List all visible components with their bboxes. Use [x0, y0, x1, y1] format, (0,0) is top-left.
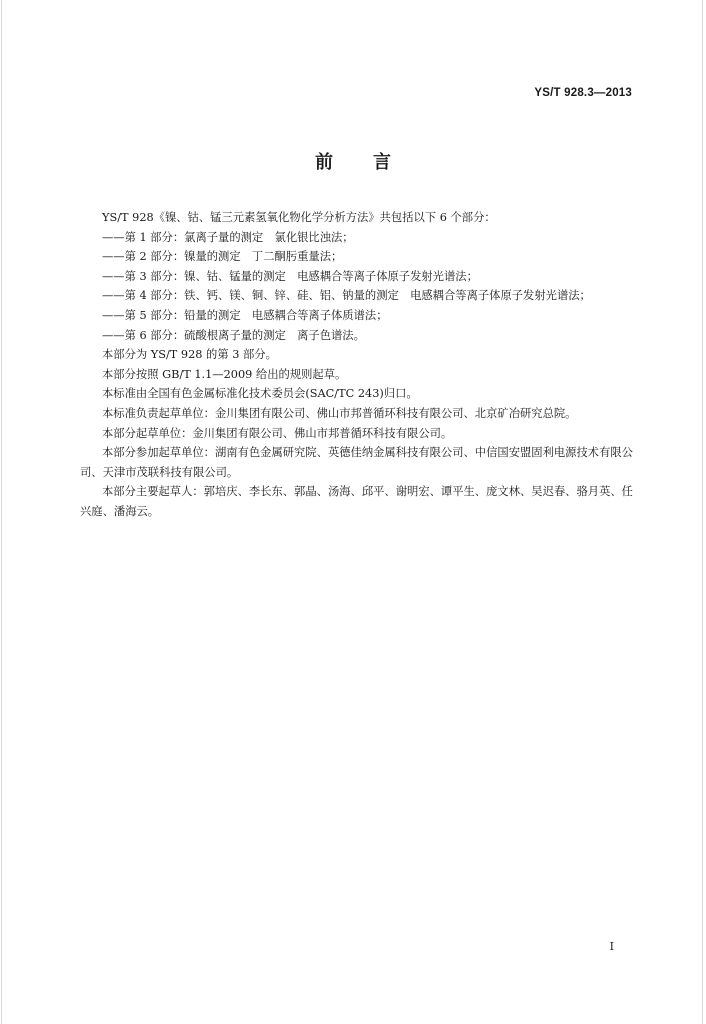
drafting-rules: 本部分按照 GB/T 1.1—2009 给出的规则起草。: [102, 367, 347, 381]
part-4-item: ——第 4 部分：铁、钙、镁、铜、锌、硅、铝、钠量的测定 电感耦合等离子体原子发射光谱法；: [102, 289, 591, 303]
document-id: YS/T 928.3—2013: [534, 87, 632, 99]
intro-paragraph: YS/T 928《镍、钴、锰三元素氢氧化物化学分析方法》共包括以下 6 个部分：: [102, 211, 496, 224]
part-2-item: ——第 2 部分：镍量的测定 丁二酮肟重量法；: [102, 250, 343, 264]
part-3-item: ——第 3 部分：镍、钴、锰量的测定 电感耦合等离子体原子发射光谱法；: [102, 269, 478, 283]
part-1-item: ——第 1 部分：氯离子量的测定 氯化银比浊法；: [102, 230, 354, 244]
main-drafters: 本部分主要起草人：郭培庆、李长东、郭晶、汤海、邱平、谢明宏、谭平生、庞文林、吴迟春、骆月英、任兴庭、潘海云。: [80, 485, 633, 518]
part-5-item: ——第 5 部分：铅量的测定 电感耦合等离子体质谱法；: [102, 308, 388, 322]
responsible-drafters: 本标准负责起草单位：金川集团有限公司、佛山市邦普循环科技有限公司、北京矿冶研究总院。: [102, 406, 577, 420]
part-statement: 本部分为 YS/T 928 的第 3 部分。: [102, 348, 277, 362]
part-6-item: ——第 6 部分：硫酸根离子量的测定 离子色谱法。: [102, 328, 365, 342]
foreword-body: [80, 208, 640, 522]
page-title: 前言: [315, 152, 431, 173]
participating-units: 本部分参加起草单位：湖南有色金属研究院、英德佳纳金属科技有限公司、中信国安盟固利电源技术有限公司、天津市茂联科技有限公司。: [80, 446, 633, 479]
page-number: I: [609, 940, 614, 953]
committee-statement: 本标准由全国有色金属标准化技术委员会(SAC/TC 243)归口。: [102, 387, 418, 401]
drafting-units: 本部分起草单位：金川集团有限公司、佛山市邦普循环科技有限公司。: [102, 426, 453, 440]
